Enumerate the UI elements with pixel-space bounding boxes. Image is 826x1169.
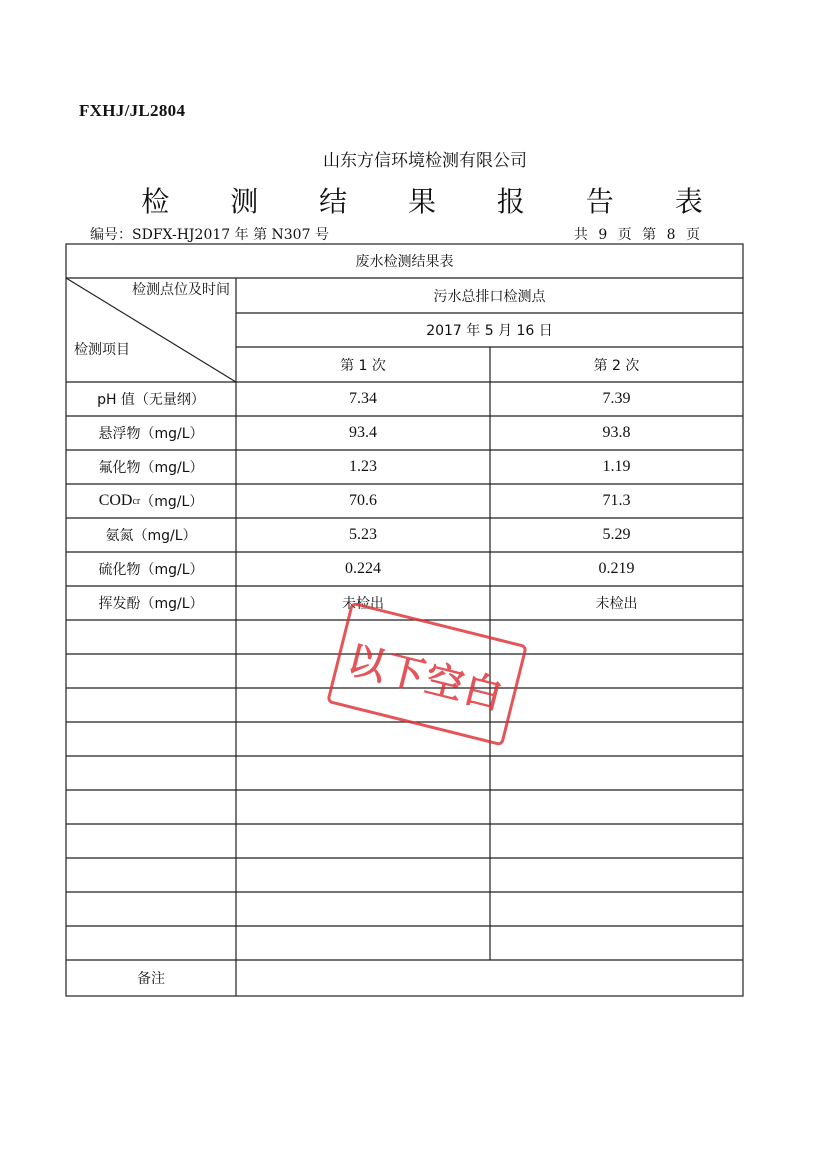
- cod-label: COD: [98, 492, 133, 509]
- remarks-label: 备注: [137, 971, 165, 987]
- value-ss-2: 93.8: [602, 424, 631, 441]
- value-phenol-1: 未检出: [342, 596, 384, 612]
- stamp-text: 以下空白: [343, 636, 510, 719]
- table-caption: 废水检测结果表: [355, 254, 454, 270]
- value-ph-1: 7.34: [349, 390, 377, 407]
- column-header-1: 第 1 次: [340, 357, 386, 374]
- row-item-ammonia: 氨氮（mg/L）: [105, 528, 197, 544]
- row-item-ph: pH 值（无量纲）: [97, 392, 205, 408]
- page-count: 共 9 页 第 8 页: [573, 227, 700, 243]
- cod-subscript: cr: [132, 495, 141, 507]
- remarks-value: [236, 960, 743, 996]
- value-ph-2: 7.39: [602, 390, 631, 407]
- value-phenol-2: 未检出: [595, 596, 638, 612]
- sampling-date: 2017 年 5 月 16 日: [426, 323, 553, 339]
- report-title: 检 测 结 果 报 告 表: [141, 185, 729, 218]
- row-item-phenol: 挥发酚（mg/L）: [98, 596, 204, 612]
- row-item-sulfide: 硫化物（mg/L）: [98, 562, 204, 578]
- value-ammonia-1: 5.23: [349, 526, 377, 543]
- sampling-point: 污水总排口检测点: [433, 288, 546, 305]
- corner-header-top: 检测点位及时间: [132, 282, 230, 298]
- value-sulfide-2: 0.219: [598, 560, 635, 577]
- value-ammonia-2: 5.29: [602, 526, 631, 543]
- value-fluoride-2: 1.19: [602, 458, 631, 475]
- value-ss-1: 93.4: [349, 424, 377, 441]
- company-name: 山东方信环境检测有限公司: [323, 151, 527, 171]
- doc-code: FXHJ/JL2804: [79, 101, 186, 120]
- value-fluoride-1: 1.23: [349, 458, 377, 475]
- column-header-2: 第 2 次: [593, 357, 640, 374]
- value-cod-2: 71.3: [602, 492, 631, 509]
- value-sulfide-1: 0.224: [345, 560, 381, 577]
- value-cod-1: 70.6: [349, 492, 377, 509]
- report-number: 编号：SDFX-HJ2017 年 第 N307 号: [90, 227, 329, 243]
- corner-header-bottom: 检测项目: [74, 342, 130, 358]
- row-item-ss: 悬浮物（mg/L）: [98, 426, 204, 442]
- row-item-cod: [66, 484, 236, 518]
- cod-unit: （mg/L）: [140, 494, 204, 510]
- row-item-fluoride: 氟化物（mg/L）: [98, 460, 204, 476]
